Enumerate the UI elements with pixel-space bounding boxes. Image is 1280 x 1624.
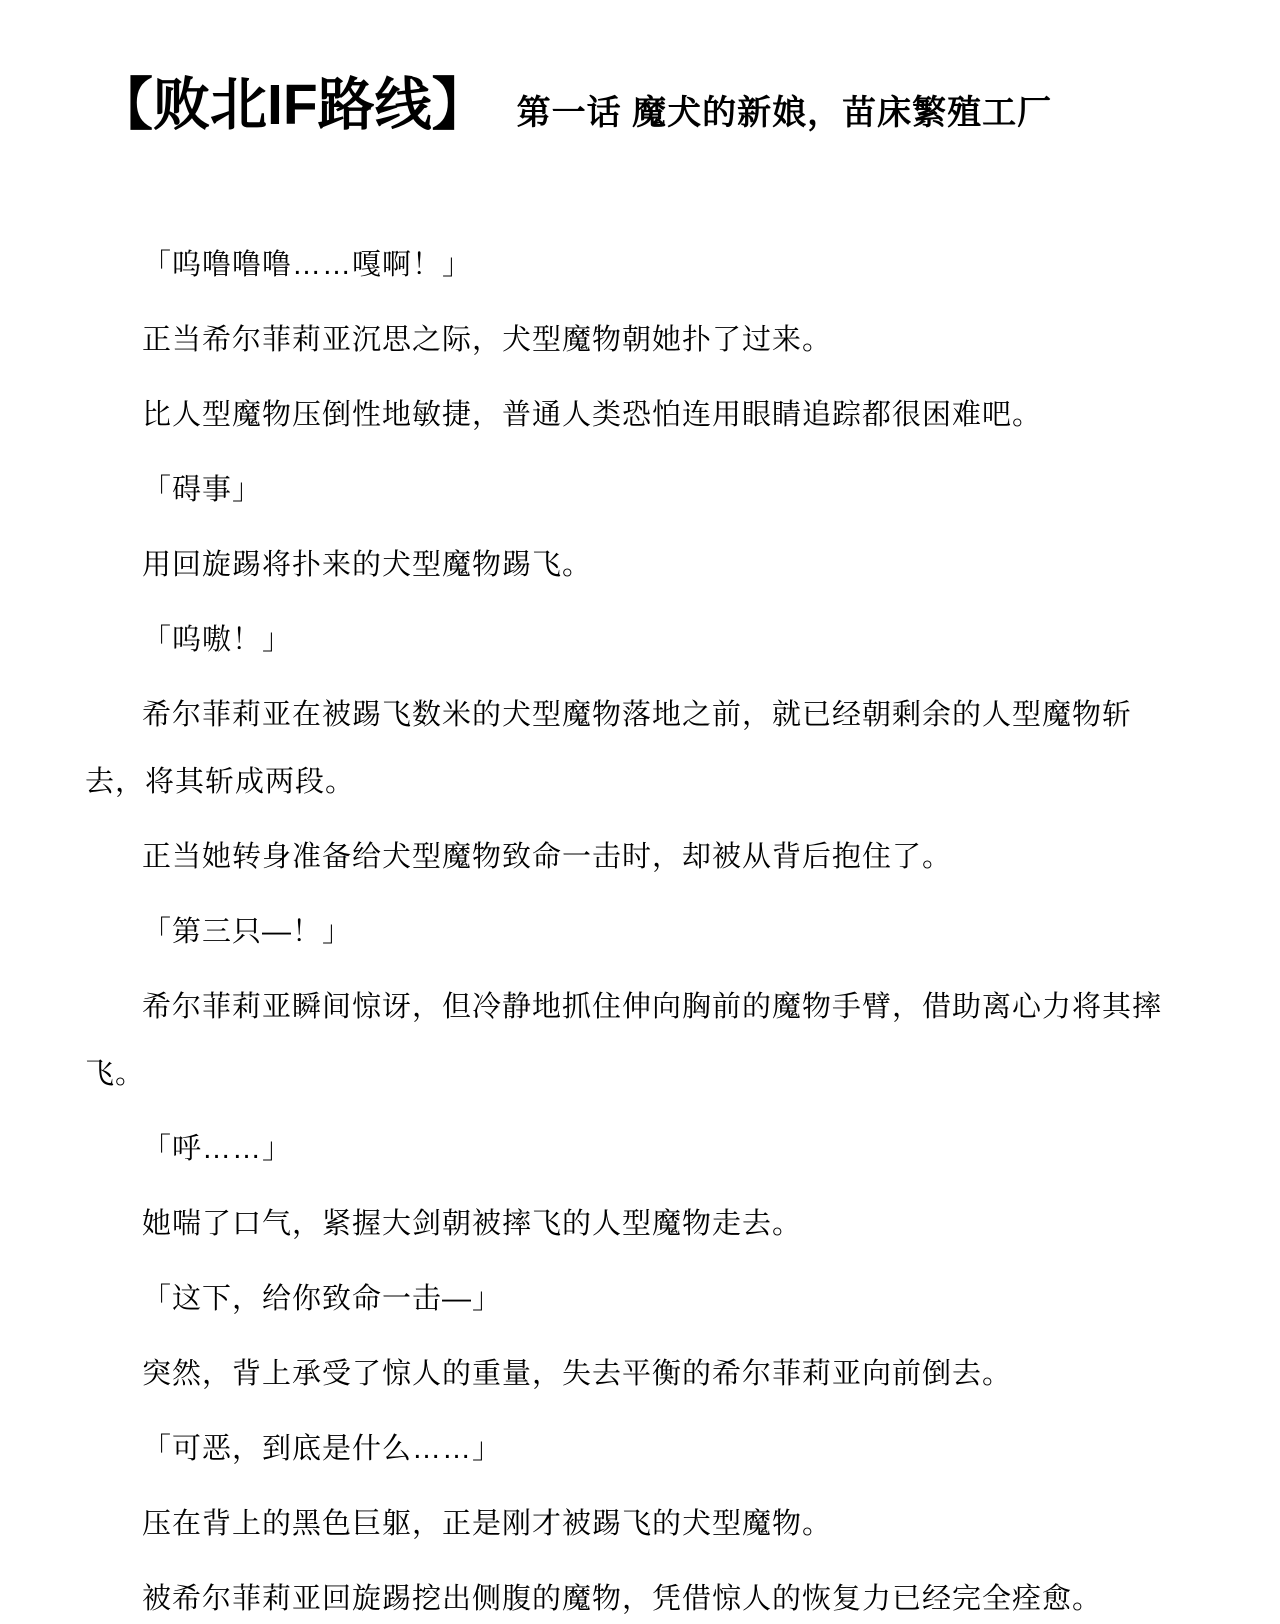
paragraph-dialogue: 「碍事」 bbox=[142, 473, 263, 506]
paragraph: 被希尔菲莉亚回旋踢挖出侧腹的魔物，凭借惊人的恢复力已经完全痊愈。 bbox=[142, 1582, 1103, 1615]
chapter-title: 第一话 魔犬的新娘，苗床繁殖工厂 bbox=[516, 93, 1053, 132]
paragraph: 正当她转身准备给犬型魔物致命一击时，却被从背后抱住了。 bbox=[142, 840, 953, 873]
paragraph: 比人型魔物压倒性地敏捷，普通人类恐怕连用眼睛追踪都很困难吧。 bbox=[142, 398, 1043, 431]
paragraph: 希尔菲莉亚瞬间惊讶，但冷静地抓住伸向胸前的魔物手臂，借助离心力将其摔飞。 bbox=[85, 990, 1163, 1090]
paragraph: 她喘了口气，紧握大剑朝被摔飞的人型魔物走去。 bbox=[142, 1207, 803, 1240]
paragraph: 希尔菲莉亚在被踢飞数米的犬型魔物落地之前，就已经朝剩余的人型魔物斩去，将其斩成两段。 bbox=[85, 698, 1133, 798]
paragraph-dialogue: 「呼……」 bbox=[142, 1132, 293, 1165]
paragraph-dialogue: 「可恶，到底是什么……」 bbox=[142, 1432, 503, 1465]
paragraph: 用回旋踢将扑来的犬型魔物踢飞。 bbox=[142, 548, 593, 581]
paragraph: 压在背上的黑色巨躯，正是刚才被踢飞的犬型魔物。 bbox=[142, 1507, 833, 1540]
paragraph-dialogue: 「这下，给你致命一击—」 bbox=[142, 1282, 503, 1315]
paragraph: 突然，背上承受了惊人的重量，失去平衡的希尔菲莉亚向前倒去。 bbox=[142, 1357, 1013, 1390]
paragraph-dialogue: 「第三只—！」 bbox=[142, 915, 353, 948]
paragraph-dialogue: 「呜噜噜噜……嘎啊！」 bbox=[142, 248, 473, 281]
chapter-header bbox=[0, 0, 1280, 136]
series-title: 【败北IF路线】 bbox=[96, 73, 489, 137]
paragraph: 正当希尔菲莉亚沉思之际，犬型魔物朝她扑了过来。 bbox=[142, 323, 833, 356]
paragraph-dialogue: 「呜嗷！」 bbox=[142, 623, 293, 656]
chapter-body bbox=[85, 232, 1190, 1624]
